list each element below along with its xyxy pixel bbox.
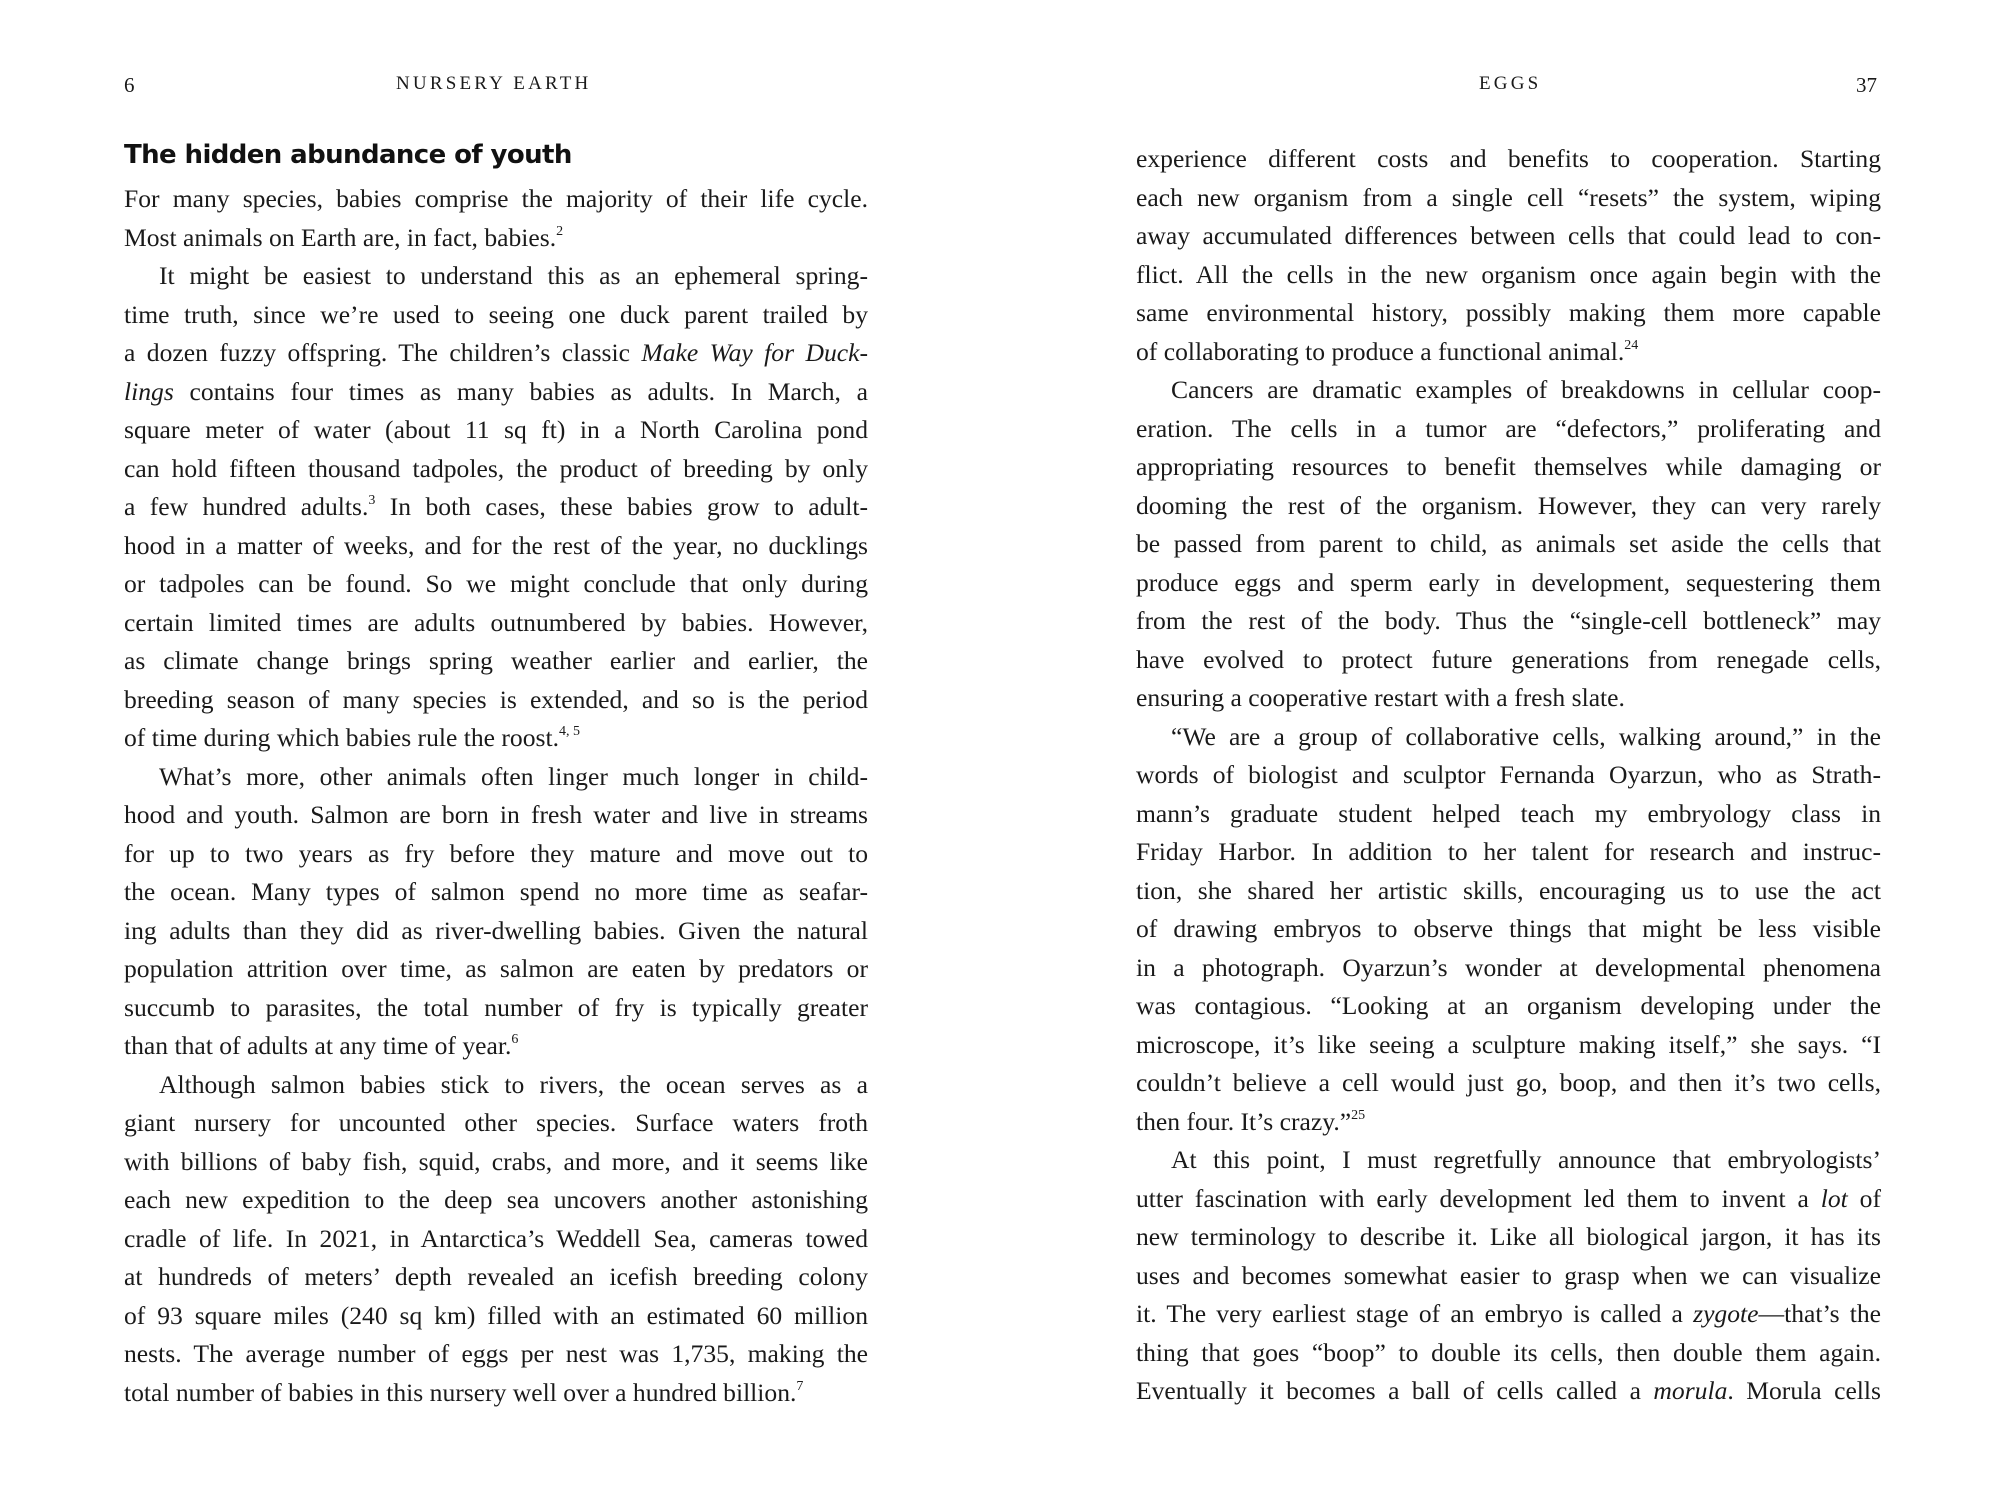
text-line	[1136, 333, 1881, 372]
line-text: of 93 square miles (240 sq km) filled with an estimated 60 million	[124, 1300, 868, 1330]
text-line	[1136, 1334, 1881, 1373]
line-text: mann’s graduate student helped teach my embryology class in	[1136, 798, 1881, 828]
line-text: was contagious. “Looking at an organism developing under the	[1136, 991, 1881, 1020]
text-line	[1136, 1372, 1881, 1411]
line-text: giant nursery for uncounted other species. Surface waters froth	[124, 1108, 868, 1137]
book-title-running-head: NURSERY EARTH	[396, 73, 592, 94]
line-text: uses and becomes somewhat easier to grasp when we can visualize	[1136, 1260, 1881, 1290]
line-text: . Morula cells	[1727, 1376, 1881, 1405]
text-line	[124, 835, 868, 874]
text-line	[124, 334, 868, 373]
italic-term: lot	[1820, 1183, 1848, 1213]
line-text: a few hundred adults.	[124, 492, 369, 521]
footnote-marker[interactable]: 3	[368, 493, 376, 508]
text-line	[124, 681, 868, 720]
line-text: For many species, babies comprise the majority of their life cycle.	[124, 184, 868, 213]
line-text: population attrition over time, as salmon are eaten by predators or	[124, 954, 868, 983]
text-line	[124, 758, 868, 797]
text-line	[124, 1297, 868, 1336]
text-line	[1136, 140, 1881, 179]
line-text: of time during which babies rule the roost.	[124, 723, 559, 752]
text-line	[124, 1220, 868, 1259]
text-line	[124, 642, 868, 681]
text-line	[1136, 1103, 1881, 1142]
text-line	[1136, 179, 1881, 218]
line-text: can hold fifteen thousand tadpoles, the product of breeding by only	[124, 453, 868, 483]
text-line	[1136, 1295, 1881, 1334]
line-text: —that’s the	[1758, 1299, 1881, 1328]
line-text: hood in a matter of weeks, and for the rest of the year, no ducklings	[124, 530, 868, 560]
text-line	[1136, 256, 1881, 295]
line-text: certain limited times are adults outnumbered by babies. However,	[124, 607, 868, 637]
text-line	[124, 1335, 868, 1374]
text-line	[1136, 1026, 1881, 1065]
line-text: new terminology to describe it. Like all biological jargon, it has its	[1136, 1222, 1881, 1251]
line-text: each new expedition to the deep sea uncovers another astonishing	[124, 1185, 868, 1214]
body-text	[1136, 140, 1881, 1411]
line-text: eration. The cells in a tumor are “defectors,” proliferating and	[1136, 413, 1881, 443]
line-text: nests. The average number of eggs per nest was 1,735, making the	[124, 1339, 868, 1368]
line-text: tion, she shared her artistic skills, encouraging us to use the act	[1136, 875, 1881, 905]
line-text: of collaborating to produce a functional animal.	[1136, 336, 1625, 366]
text-line	[124, 989, 868, 1028]
page-number: 6	[124, 73, 135, 97]
text-line	[1136, 525, 1881, 564]
section-heading: The hidden abundance of youth	[124, 140, 572, 170]
line-text: What’s more, other animals often linger much longer in child-	[159, 761, 868, 791]
text-line	[124, 873, 868, 912]
text-line	[124, 912, 868, 951]
line-text: for up to two years as fry before they mature and move out to	[124, 838, 868, 868]
text-line	[124, 450, 868, 489]
text-line	[124, 1027, 868, 1066]
line-text: cradle of life. In 2021, in Antarctica’s Weddell Sea, cameras towed	[124, 1223, 868, 1253]
body-text	[124, 180, 868, 1412]
line-text: produce eggs and sperm early in development, sequestering them	[1136, 567, 1881, 597]
line-text: At this point, I must regretfully announce that embryologists’	[1171, 1145, 1881, 1174]
line-text: in a photograph. Oyarzun’s wonder at developmental phenomena	[1136, 952, 1881, 982]
line-text: the ocean. Many types of salmon spend no more time as seafar-	[124, 877, 868, 906]
text-line	[124, 488, 868, 527]
text-line	[1136, 756, 1881, 795]
text-line	[1136, 949, 1881, 988]
running-head-right	[1136, 73, 1881, 103]
line-text: “We are a group of collaborative cells, walking around,” in the	[1171, 721, 1881, 751]
italic-term: zygote	[1693, 1299, 1759, 1328]
line-text: dooming the rest of the organism. However, they can very rarely	[1136, 490, 1881, 520]
text-line	[124, 950, 868, 989]
line-text: experience different costs and benefits to cooperation. Starting	[1136, 144, 1881, 173]
text-line	[1136, 718, 1881, 757]
line-text: than that of adults at any time of year.	[124, 1031, 512, 1060]
text-line	[124, 604, 868, 643]
line-text: with billions of baby fish, squid, crabs, and more, and it seems like	[124, 1146, 868, 1176]
line-text: time truth, since we’re used to seeing one duck parent trailed by	[124, 299, 868, 329]
line-text: succumb to parasites, the total number of fry is typically greater	[124, 992, 868, 1022]
text-line	[1136, 833, 1881, 872]
line-text: It might be easiest to understand this as an ephemeral spring-	[159, 261, 868, 290]
text-line	[1136, 1064, 1881, 1103]
line-text: have evolved to protect future generations from renegade cells,	[1136, 644, 1881, 674]
page-number: 37	[1856, 73, 1877, 97]
right-page	[1136, 0, 1881, 1500]
text-line	[124, 1258, 868, 1297]
line-text: hood and youth. Salmon are born in fresh water and live in streams	[124, 800, 868, 829]
line-text: utter fascination with early development led them to invent a	[1136, 1183, 1821, 1213]
text-line	[124, 527, 868, 566]
line-text: same environmental history, possibly making them more capable	[1136, 298, 1881, 327]
text-line	[124, 565, 868, 604]
line-text: or tadpoles can be found. So we might conclude that only during	[124, 569, 868, 598]
line-text: Most animals on Earth are, in fact, babies.	[124, 222, 557, 252]
text-line	[1136, 679, 1881, 718]
text-line	[124, 257, 868, 296]
running-head-left	[124, 73, 868, 103]
line-text: flict. All the cells in the new organism once again begin with the	[1136, 259, 1881, 289]
line-text: appropriating resources to benefit themselves while damaging or	[1136, 452, 1881, 481]
line-text: be passed from parent to child, as animals set aside the cells that	[1136, 529, 1881, 558]
italic-term: Make Way for Duck-	[641, 338, 868, 367]
line-text: breeding season of many species is extended, and so is the period	[124, 684, 868, 714]
text-line	[124, 373, 868, 412]
line-text: couldn’t believe a cell would just go, boop, and then it’s two cells,	[1136, 1068, 1881, 1097]
text-line	[1136, 641, 1881, 680]
line-text: of	[1847, 1183, 1882, 1213]
text-line	[1136, 371, 1881, 410]
line-text: words of biologist and sculptor Fernanda Oyarzun, who as Strath-	[1136, 760, 1881, 789]
line-text: total number of babies in this nursery well over a hundred billion.	[124, 1377, 797, 1407]
text-line	[124, 411, 868, 450]
text-line	[1136, 564, 1881, 603]
line-text: it. The very earliest stage of an embryo is called a	[1136, 1299, 1694, 1328]
text-line	[1136, 1218, 1881, 1257]
text-line	[1136, 294, 1881, 333]
text-line	[124, 180, 868, 219]
line-text: at hundreds of meters’ depth revealed an icefish breeding colony	[124, 1262, 868, 1291]
text-line	[1136, 448, 1881, 487]
line-text: Eventually it becomes a ball of cells called a	[1136, 1376, 1654, 1405]
line-text: Cancers are dramatic examples of breakdowns in cellular coop-	[1171, 375, 1881, 404]
footnote-marker[interactable]: 2	[556, 223, 564, 239]
text-line	[1136, 1180, 1881, 1219]
footnote-marker[interactable]: 7	[796, 1378, 804, 1394]
line-text: each new organism from a single cell “resets” the system, wiping	[1136, 182, 1881, 212]
footnote-marker[interactable]: 24	[1624, 337, 1639, 353]
text-line	[1136, 795, 1881, 834]
line-text: In both cases, these babies grow to adult-	[375, 492, 868, 521]
text-line	[1136, 910, 1881, 949]
line-text: Friday Harbor. In addition to her talent for research and instruc-	[1136, 837, 1881, 866]
line-text: a dozen fuzzy offspring. The children’s classic	[124, 338, 642, 367]
text-line	[124, 1374, 868, 1413]
text-line	[1136, 487, 1881, 526]
text-line	[1136, 872, 1881, 911]
line-text: microscope, it’s like seeing a sculpture making itself,” she says. “I	[1136, 1029, 1881, 1059]
italic-term: lings	[124, 376, 174, 406]
line-text: ing adults than they did as river-dwelling babies. Given the natural	[124, 915, 868, 945]
text-line	[1136, 410, 1881, 449]
footnote-marker[interactable]: 6	[511, 1032, 519, 1047]
text-line	[124, 1181, 868, 1220]
text-line	[1136, 1141, 1881, 1180]
text-line	[124, 1143, 868, 1182]
line-text: as climate change brings spring weather earlier and earlier, the	[124, 646, 868, 675]
text-line	[124, 1104, 868, 1143]
footnote-marker[interactable]: 25	[1351, 1107, 1366, 1123]
footnote-marker[interactable]: 4, 5	[559, 724, 580, 739]
line-text: then four. It’s crazy.”	[1136, 1106, 1352, 1136]
line-text: square meter of water (about 11 sq ft) in a North Carolina pond	[124, 415, 868, 444]
text-line	[124, 296, 868, 335]
text-line	[1136, 987, 1881, 1026]
text-line	[124, 796, 868, 835]
text-line	[1136, 217, 1881, 256]
line-text: contains four times as many babies as adults. In March, a	[173, 376, 868, 406]
italic-term: morula	[1653, 1376, 1728, 1405]
line-text: thing that goes “boop” to double its cells, then double them again.	[1136, 1337, 1881, 1367]
text-line	[124, 1066, 868, 1105]
line-text: Although salmon babies stick to rivers, the ocean serves as a	[159, 1069, 868, 1099]
line-text: ensuring a cooperative restart with a fresh slate.	[1136, 683, 1625, 712]
text-line	[1136, 1257, 1881, 1296]
left-page	[124, 0, 868, 1500]
text-line	[1136, 602, 1881, 641]
line-text: of drawing embryos to observe things that might be less visible	[1136, 914, 1881, 943]
line-text: away accumulated differences between cells that could lead to con-	[1136, 221, 1881, 250]
line-text: from the rest of the body. Thus the “single-cell bottleneck” may	[1136, 606, 1881, 635]
text-line	[124, 719, 868, 758]
text-line	[124, 219, 868, 258]
chapter-title-running-head: EGGS	[1479, 73, 1542, 94]
